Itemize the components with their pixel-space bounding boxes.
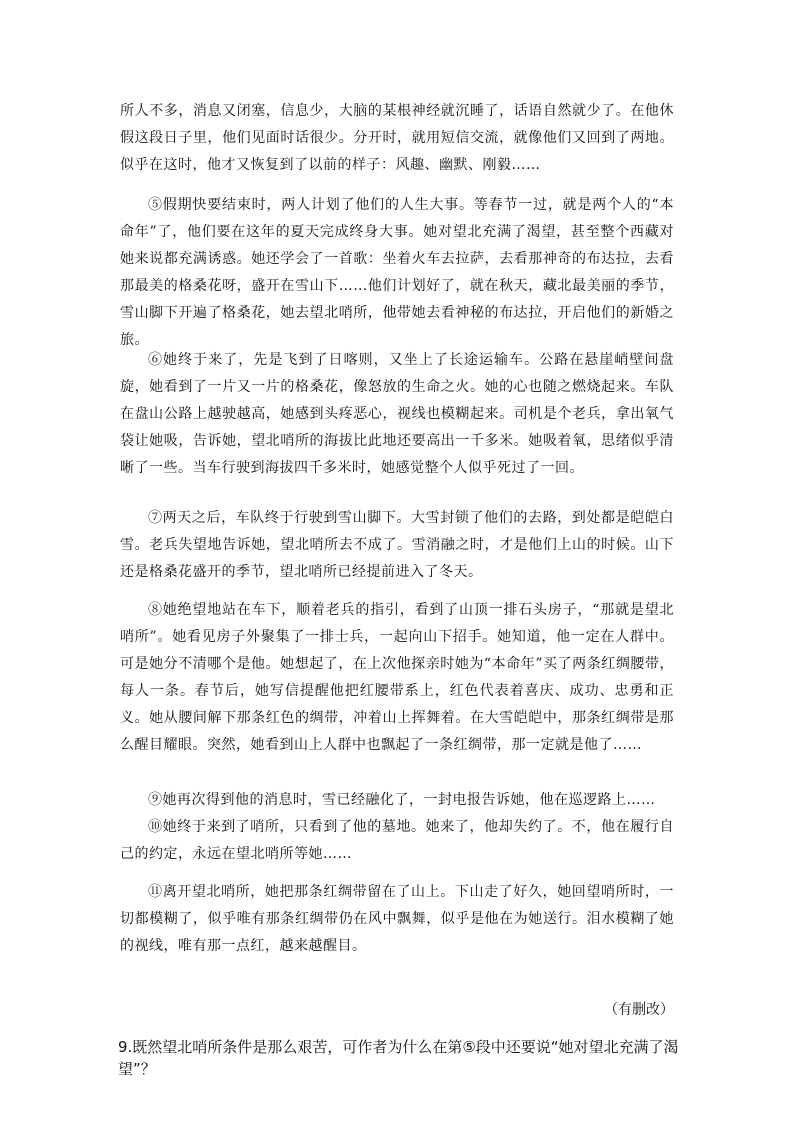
paragraph-5: ⑤假期快要结束时，两人计划了他们的人生大事。等春节一过，就是两个人的“本命年”了，他们要在这年的夏天完成终身大事。她对望北充满了渴望，甚至整个西藏对她来说都充满诱惑。她还学会了一首歌：坐着火车去拉萨，去看那神奇的布达拉，去看那最美的格桑花呀，盛开在雪山下……他们计划好了，就在秋天，藏北最美丽的季节，雪山脚下开遍了格桑花，她去望北哨所，他带她去看神秘的布达拉，开启他们的新婚之旅。 bbox=[120, 197, 674, 348]
paragraph-10: ⑩她终于来到了哨所，只看到了他的墓地。她来了，他却失约了。不，他在履行自己的约定，永远在望北哨所等她…… bbox=[120, 819, 674, 862]
paragraph-9: ⑨她再次得到他的消息时，雪已经融化了，一封电报告诉她，他在巡逻路上…… bbox=[148, 792, 656, 808]
paragraph-6: ⑥她终于来了，先是飞到了日喀则，又坐上了长途运输车。公路在悬崖峭壁间盘旋，她看到了一片又一片的格桑花，像怒放的生命之火。她的心也随之燃烧起来。车队在盘山公路上越驶越高，她感到头疼恶心，视线也模糊起来。司机是个老兵，拿出氧气袋让她吸，告诉她，望北哨所的海拔比此地还要高出一千多米。她吸着氧，思绪似乎清晰了一些。当车行驶到海拔四千多米时，她感觉整个人似乎死过了一回。 bbox=[120, 352, 674, 476]
paragraph-7: ⑦两天之后，车队终于行驶到雪山脚下。大雪封锁了他们的去路，到处都是皑皑白雪。老兵失望地告诉她，望北哨所去不成了。雪消融之时，才是他们上山的时候。山下还是格桑花盛开的季节，望北哨所已经提前进入了冬天。 bbox=[120, 510, 674, 580]
paragraph-8: ⑧她绝望地站在车下，顺着老兵的指引，看到了山顶一排石头房子，“那就是望北哨所”。她看见房子外聚集了一排士兵，一起向山下招手。她知道，他一定在人群中。可是她分不清哪个是他。她想起了，在上次他探亲时她为“本命年”买了两条红绸腰带，每人一条。春节后，她写信提醒他把红腰带系上，红色代表着喜庆、成功、忠勇和正义。她从腰间解下那条红色的绸带，冲着山上挥舞着。在大雪皑皑中，那条红绸带是那么醒目耀眼。突然，她看到山上人群中也飘起了一条红绸带，那一定就是他了…… bbox=[120, 602, 674, 753]
question-9: 9.既然望北哨所条件是那么艰苦，可作者为什么在第⑤段中还要说“她对望北充满了渴望”？ bbox=[118, 1038, 679, 1078]
paragraph-continued: 所人不多，消息又闭塞，信息少，大脑的某根神经就沉睡了，话语自然就少了。在他休假这段日子里，他们见面时话很少。分开时，就用短信交流，就像他们又回到了两地。似乎在这时，他才又恢复到了以前的样子：风趣、幽默、刚毅…… bbox=[120, 103, 674, 173]
source-note: （有删改） bbox=[604, 1002, 674, 1018]
paragraph-11: ⑪离开望北哨所，她把那条红绸带留在了山上。下山走了好久，她回望哨所时，一切都模糊了，似乎唯有那条红绸带仍在风中飘舞，似乎是他在为她送行。泪水模糊了她的视线，唯有那一点红，越来越醒目。 bbox=[120, 884, 674, 954]
